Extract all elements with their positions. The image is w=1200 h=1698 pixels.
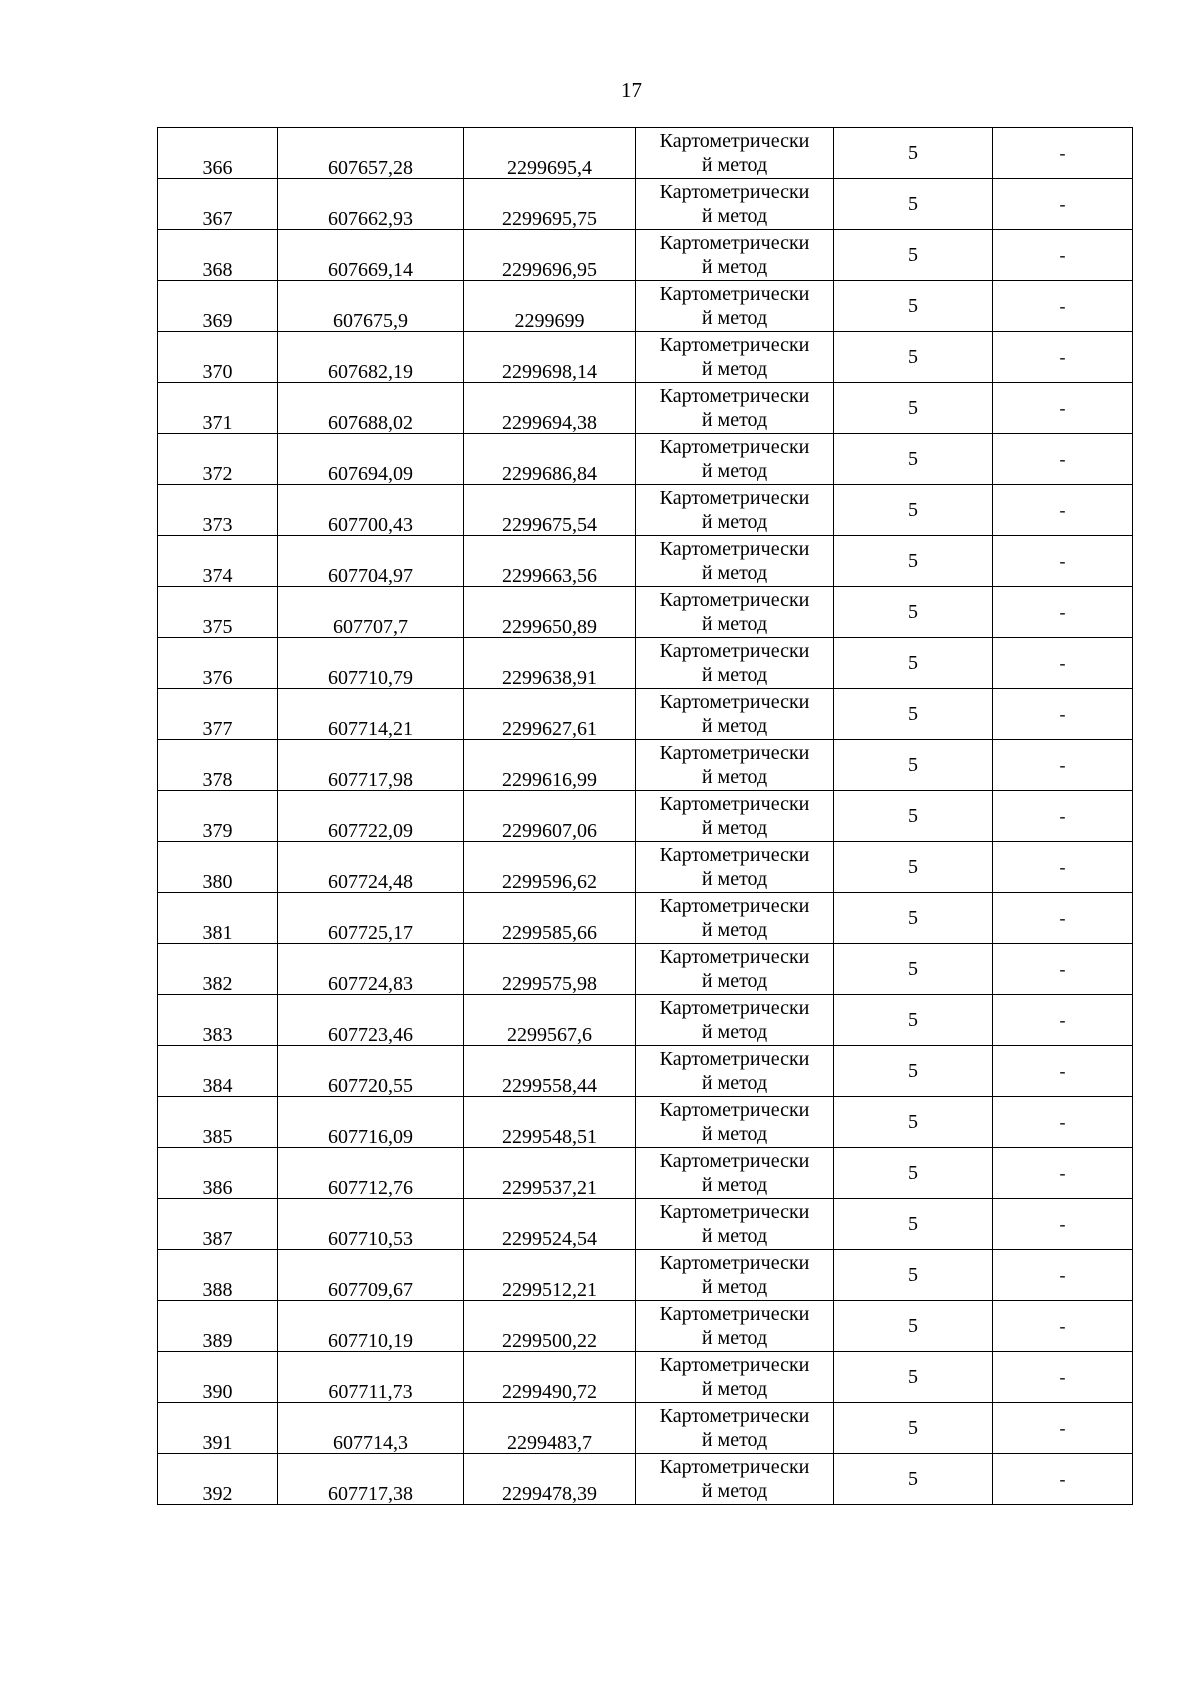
point-number-cell: 391 <box>158 1403 278 1454</box>
y-coordinate-cell: 2299650,89 <box>464 587 636 638</box>
table-row <box>158 1301 1133 1352</box>
method-label-line1: Картометрически <box>659 334 810 356</box>
y-coordinate-cell: 2299695,4 <box>464 128 636 179</box>
y-coordinate-cell: 2299478,39 <box>464 1454 636 1505</box>
method-cell <box>636 1301 834 1352</box>
table-row <box>158 893 1133 944</box>
y-coordinate-cell: 2299663,56 <box>464 536 636 587</box>
method-label-line2: й метод <box>701 817 768 839</box>
method-label-line1: Картометрически <box>659 1201 810 1223</box>
y-coordinate-cell: 2299698,14 <box>464 332 636 383</box>
x-coordinate-cell: 607710,19 <box>278 1301 464 1352</box>
method-label-line1: Картометрически <box>659 895 810 917</box>
x-coordinate-cell: 607714,21 <box>278 689 464 740</box>
note-cell: - <box>993 740 1133 791</box>
method-cell <box>636 281 834 332</box>
point-number-cell: 368 <box>158 230 278 281</box>
y-coordinate-cell: 2299695,75 <box>464 179 636 230</box>
table-row <box>158 1454 1133 1505</box>
point-number-cell: 380 <box>158 842 278 893</box>
y-coordinate-cell: 2299627,61 <box>464 689 636 740</box>
table-row <box>158 995 1133 1046</box>
method-label-line1: Картометрически <box>659 487 810 509</box>
table-row <box>158 1148 1133 1199</box>
y-coordinate-cell: 2299607,06 <box>464 791 636 842</box>
point-number-cell: 372 <box>158 434 278 485</box>
accuracy-cell: 5 <box>834 689 993 740</box>
note-cell: - <box>993 383 1133 434</box>
point-number-cell: 371 <box>158 383 278 434</box>
y-coordinate-cell: 2299558,44 <box>464 1046 636 1097</box>
y-coordinate-cell: 2299548,51 <box>464 1097 636 1148</box>
y-coordinate-cell: 2299699 <box>464 281 636 332</box>
method-label-line1: Картометрически <box>659 1252 810 1274</box>
table-row <box>158 332 1133 383</box>
note-cell: - <box>993 842 1133 893</box>
table-row <box>158 281 1133 332</box>
method-cell <box>636 1454 834 1505</box>
y-coordinate-cell: 2299585,66 <box>464 893 636 944</box>
method-label-line1: Картометрически <box>659 640 810 662</box>
accuracy-cell: 5 <box>834 944 993 995</box>
method-cell <box>636 689 834 740</box>
method-label-line2: й метод <box>701 256 768 278</box>
accuracy-cell: 5 <box>834 1454 993 1505</box>
table-row <box>158 689 1133 740</box>
y-coordinate-cell: 2299537,21 <box>464 1148 636 1199</box>
note-cell: - <box>993 944 1133 995</box>
method-label-line2: й метод <box>701 1174 768 1196</box>
x-coordinate-cell: 607675,9 <box>278 281 464 332</box>
table-row <box>158 1352 1133 1403</box>
x-coordinate-cell: 607714,3 <box>278 1403 464 1454</box>
method-label-line2: й метод <box>701 766 768 788</box>
accuracy-cell: 5 <box>834 1352 993 1403</box>
x-coordinate-cell: 607669,14 <box>278 230 464 281</box>
note-cell: - <box>993 893 1133 944</box>
accuracy-cell: 5 <box>834 485 993 536</box>
table-body <box>158 128 1133 1505</box>
table-row <box>158 791 1133 842</box>
x-coordinate-cell: 607682,19 <box>278 332 464 383</box>
x-coordinate-cell: 607710,79 <box>278 638 464 689</box>
accuracy-cell: 5 <box>834 1097 993 1148</box>
accuracy-cell: 5 <box>834 1403 993 1454</box>
method-label-line2: й метод <box>701 358 768 380</box>
point-number-cell: 381 <box>158 893 278 944</box>
accuracy-cell: 5 <box>834 842 993 893</box>
point-number-cell: 379 <box>158 791 278 842</box>
accuracy-cell: 5 <box>834 230 993 281</box>
table-row <box>158 1097 1133 1148</box>
accuracy-cell: 5 <box>834 1301 993 1352</box>
method-label-line1: Картометрически <box>659 1303 810 1325</box>
x-coordinate-cell: 607710,53 <box>278 1199 464 1250</box>
note-cell: - <box>993 1046 1133 1097</box>
method-label-line1: Картометрически <box>659 1150 810 1172</box>
method-label-line2: й метод <box>701 1276 768 1298</box>
method-cell <box>636 740 834 791</box>
accuracy-cell: 5 <box>834 128 993 179</box>
note-cell: - <box>993 995 1133 1046</box>
method-label-line1: Картометрически <box>659 130 810 152</box>
point-number-cell: 387 <box>158 1199 278 1250</box>
y-coordinate-cell: 2299616,99 <box>464 740 636 791</box>
method-label-line2: й метод <box>701 307 768 329</box>
table-row <box>158 944 1133 995</box>
x-coordinate-cell: 607717,38 <box>278 1454 464 1505</box>
method-label-line1: Картометрически <box>659 1099 810 1121</box>
y-coordinate-cell: 2299483,7 <box>464 1403 636 1454</box>
point-number-cell: 385 <box>158 1097 278 1148</box>
x-coordinate-cell: 607724,83 <box>278 944 464 995</box>
point-number-cell: 384 <box>158 1046 278 1097</box>
method-label-line2: й метод <box>701 613 768 635</box>
table-row <box>158 128 1133 179</box>
x-coordinate-cell: 607700,43 <box>278 485 464 536</box>
method-label-line1: Картометрически <box>659 844 810 866</box>
accuracy-cell: 5 <box>834 1046 993 1097</box>
method-cell <box>636 383 834 434</box>
x-coordinate-cell: 607717,98 <box>278 740 464 791</box>
table-row <box>158 536 1133 587</box>
point-number-cell: 369 <box>158 281 278 332</box>
y-coordinate-cell: 2299490,72 <box>464 1352 636 1403</box>
method-label-line2: й метод <box>701 1429 768 1451</box>
x-coordinate-cell: 607709,67 <box>278 1250 464 1301</box>
method-label-line1: Картометрически <box>659 1354 810 1376</box>
note-cell: - <box>993 1403 1133 1454</box>
y-coordinate-cell: 2299694,38 <box>464 383 636 434</box>
note-cell: - <box>993 791 1133 842</box>
y-coordinate-cell: 2299575,98 <box>464 944 636 995</box>
method-cell <box>636 128 834 179</box>
method-label-line2: й метод <box>701 919 768 941</box>
method-cell <box>636 995 834 1046</box>
method-cell <box>636 893 834 944</box>
accuracy-cell: 5 <box>834 281 993 332</box>
method-cell <box>636 1352 834 1403</box>
method-label-line2: й метод <box>701 1123 768 1145</box>
note-cell: - <box>993 638 1133 689</box>
table-row <box>158 740 1133 791</box>
method-label-line2: й метод <box>701 1378 768 1400</box>
accuracy-cell: 5 <box>834 536 993 587</box>
table-row <box>158 179 1133 230</box>
note-cell: - <box>993 434 1133 485</box>
point-number-cell: 374 <box>158 536 278 587</box>
method-cell <box>636 1250 834 1301</box>
note-cell: - <box>993 689 1133 740</box>
accuracy-cell: 5 <box>834 1148 993 1199</box>
method-label-line1: Картометрически <box>659 742 810 764</box>
y-coordinate-cell: 2299500,22 <box>464 1301 636 1352</box>
method-label-line2: й метод <box>701 1072 768 1094</box>
table-row <box>158 434 1133 485</box>
accuracy-cell: 5 <box>834 1199 993 1250</box>
method-label-line1: Картометрически <box>659 1048 810 1070</box>
note-cell: - <box>993 128 1133 179</box>
accuracy-cell: 5 <box>834 995 993 1046</box>
note-cell: - <box>993 1097 1133 1148</box>
accuracy-cell: 5 <box>834 332 993 383</box>
method-label-line1: Картометрически <box>659 283 810 305</box>
method-cell <box>636 1199 834 1250</box>
x-coordinate-cell: 607704,97 <box>278 536 464 587</box>
x-coordinate-cell: 607723,46 <box>278 995 464 1046</box>
page-number: 17 <box>621 78 642 102</box>
accuracy-cell: 5 <box>834 791 993 842</box>
y-coordinate-cell: 2299696,95 <box>464 230 636 281</box>
y-coordinate-cell: 2299675,54 <box>464 485 636 536</box>
method-label-line1: Картометрически <box>659 946 810 968</box>
method-label-line2: й метод <box>701 562 768 584</box>
note-cell: - <box>993 536 1133 587</box>
method-label-line1: Картометрически <box>659 589 810 611</box>
note-cell: - <box>993 1199 1133 1250</box>
x-coordinate-cell: 607724,48 <box>278 842 464 893</box>
point-number-cell: 382 <box>158 944 278 995</box>
method-cell <box>636 434 834 485</box>
accuracy-cell: 5 <box>834 434 993 485</box>
note-cell: - <box>993 587 1133 638</box>
y-coordinate-cell: 2299524,54 <box>464 1199 636 1250</box>
y-coordinate-cell: 2299596,62 <box>464 842 636 893</box>
point-number-cell: 386 <box>158 1148 278 1199</box>
method-cell <box>636 332 834 383</box>
method-label-line1: Картометрически <box>659 181 810 203</box>
method-cell <box>636 230 834 281</box>
method-label-line1: Картометрически <box>659 691 810 713</box>
note-cell: - <box>993 485 1133 536</box>
method-label-line2: й метод <box>701 409 768 431</box>
method-label-line2: й метод <box>701 970 768 992</box>
method-label-line2: й метод <box>701 1327 768 1349</box>
method-cell <box>636 536 834 587</box>
method-label-line2: й метод <box>701 1480 768 1502</box>
x-coordinate-cell: 607716,09 <box>278 1097 464 1148</box>
x-coordinate-cell: 607707,7 <box>278 587 464 638</box>
accuracy-cell: 5 <box>834 638 993 689</box>
method-label-line2: й метод <box>701 664 768 686</box>
method-label-line1: Картометрически <box>659 997 810 1019</box>
method-label-line2: й метод <box>701 511 768 533</box>
y-coordinate-cell: 2299686,84 <box>464 434 636 485</box>
note-cell: - <box>993 1148 1133 1199</box>
method-label-line1: Картометрически <box>659 793 810 815</box>
point-number-cell: 377 <box>158 689 278 740</box>
method-label-line1: Картометрически <box>659 385 810 407</box>
point-number-cell: 383 <box>158 995 278 1046</box>
table-row <box>158 587 1133 638</box>
method-cell <box>636 944 834 995</box>
y-coordinate-cell: 2299638,91 <box>464 638 636 689</box>
x-coordinate-cell: 607688,02 <box>278 383 464 434</box>
table-row <box>158 1046 1133 1097</box>
accuracy-cell: 5 <box>834 893 993 944</box>
point-number-cell: 388 <box>158 1250 278 1301</box>
note-cell: - <box>993 1454 1133 1505</box>
note-cell: - <box>993 230 1133 281</box>
method-cell <box>636 791 834 842</box>
method-label-line2: й метод <box>701 1021 768 1043</box>
table-row <box>158 1403 1133 1454</box>
x-coordinate-cell: 607657,28 <box>278 128 464 179</box>
method-label-line2: й метод <box>701 205 768 227</box>
method-label-line2: й метод <box>701 868 768 890</box>
x-coordinate-cell: 607694,09 <box>278 434 464 485</box>
point-number-cell: 366 <box>158 128 278 179</box>
note-cell: - <box>993 281 1133 332</box>
table-row <box>158 842 1133 893</box>
x-coordinate-cell: 607720,55 <box>278 1046 464 1097</box>
x-coordinate-cell: 607722,09 <box>278 791 464 842</box>
point-number-cell: 378 <box>158 740 278 791</box>
method-label-line2: й метод <box>701 715 768 737</box>
table-row <box>158 1199 1133 1250</box>
method-label-line1: Картометрически <box>659 1456 810 1478</box>
note-cell: - <box>993 332 1133 383</box>
point-number-cell: 376 <box>158 638 278 689</box>
point-number-cell: 375 <box>158 587 278 638</box>
point-number-cell: 370 <box>158 332 278 383</box>
method-label-line1: Картометрически <box>659 538 810 560</box>
accuracy-cell: 5 <box>834 740 993 791</box>
accuracy-cell: 5 <box>834 179 993 230</box>
method-cell <box>636 1046 834 1097</box>
accuracy-cell: 5 <box>834 383 993 434</box>
method-cell <box>636 1148 834 1199</box>
y-coordinate-cell: 2299567,6 <box>464 995 636 1046</box>
method-cell <box>636 587 834 638</box>
note-cell: - <box>993 179 1133 230</box>
coordinates-table <box>157 127 1133 1505</box>
table-row <box>158 638 1133 689</box>
method-cell <box>636 842 834 893</box>
point-number-cell: 367 <box>158 179 278 230</box>
table-row <box>158 1250 1133 1301</box>
x-coordinate-cell: 607711,73 <box>278 1352 464 1403</box>
point-number-cell: 390 <box>158 1352 278 1403</box>
x-coordinate-cell: 607725,17 <box>278 893 464 944</box>
point-number-cell: 389 <box>158 1301 278 1352</box>
note-cell: - <box>993 1250 1133 1301</box>
method-cell <box>636 1403 834 1454</box>
point-number-cell: 392 <box>158 1454 278 1505</box>
method-cell <box>636 638 834 689</box>
accuracy-cell: 5 <box>834 1250 993 1301</box>
table-row <box>158 383 1133 434</box>
method-label-line1: Картометрически <box>659 436 810 458</box>
x-coordinate-cell: 607662,93 <box>278 179 464 230</box>
point-number-cell: 373 <box>158 485 278 536</box>
y-coordinate-cell: 2299512,21 <box>464 1250 636 1301</box>
method-cell <box>636 485 834 536</box>
method-label-line1: Картометрически <box>659 1405 810 1427</box>
table-row <box>158 485 1133 536</box>
accuracy-cell: 5 <box>834 587 993 638</box>
method-label-line1: Картометрически <box>659 232 810 254</box>
note-cell: - <box>993 1352 1133 1403</box>
x-coordinate-cell: 607712,76 <box>278 1148 464 1199</box>
method-label-line2: й метод <box>701 154 768 176</box>
method-cell <box>636 1097 834 1148</box>
table-row <box>158 230 1133 281</box>
method-cell <box>636 179 834 230</box>
method-label-line2: й метод <box>701 460 768 482</box>
method-label-line2: й метод <box>701 1225 768 1247</box>
note-cell: - <box>993 1301 1133 1352</box>
